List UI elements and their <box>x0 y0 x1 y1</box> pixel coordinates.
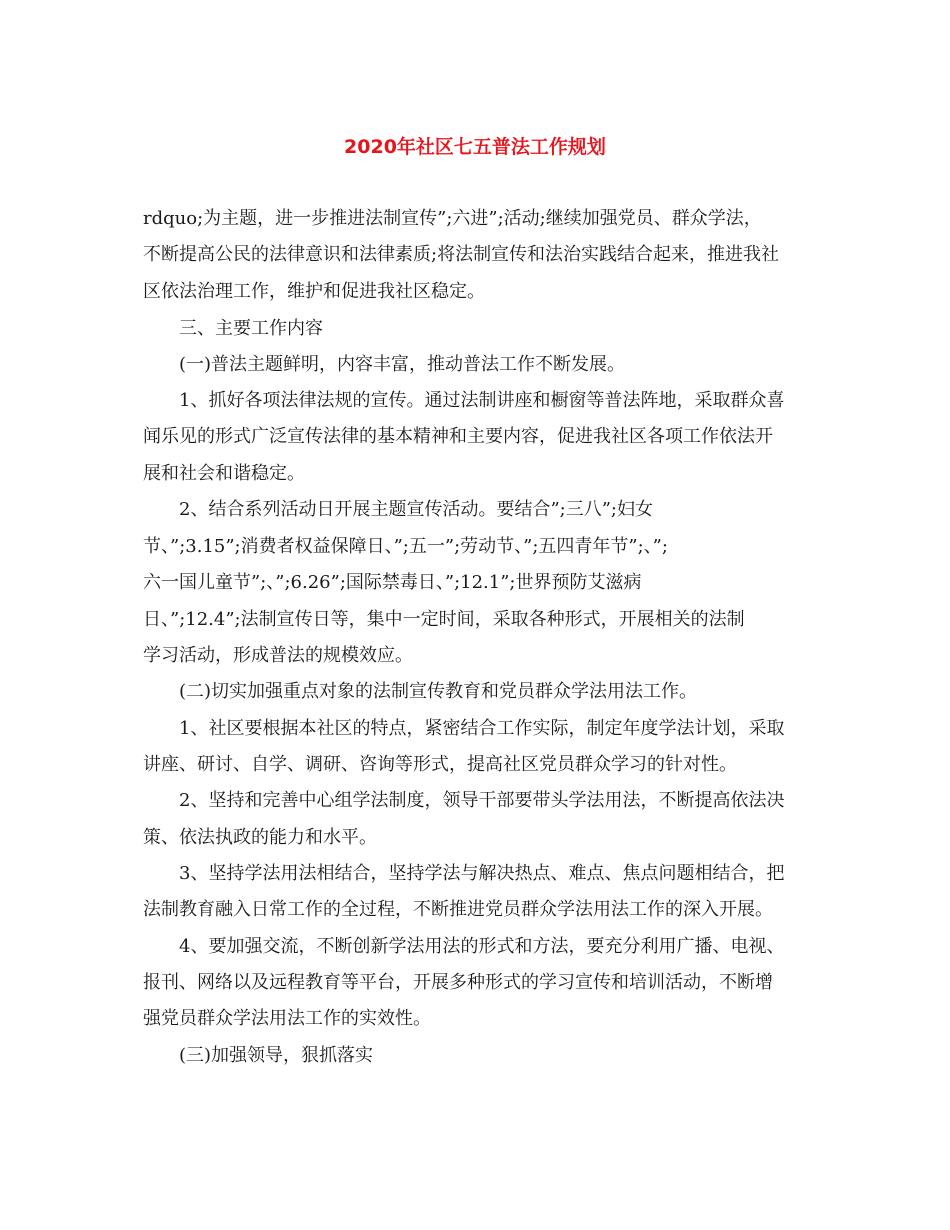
body-line: 法制教育融入日常工作的全过程，不断推进党员群众学法用法工作的深入开展。 <box>143 899 773 920</box>
body-line: rdquo;为主题，进一步推进法制宣传”;六进”;活动;继续加强党员、群众学法， <box>143 208 762 229</box>
body-line: 讲座、研讨、自学、调研、咨询等形式，提高社区党员群众学习的针对性。 <box>143 754 737 775</box>
body-line: 3、坚持学法用法相结合，坚持学法与解决热点、难点、焦点问题相结合，把 <box>179 863 785 884</box>
body-line: 展和社会和谐稳定。 <box>143 463 305 484</box>
body-line: 节、”;3.15”;消费者权益保障日、”;五一”;劳动节、”;五四青年节”;、”; <box>143 536 668 557</box>
body-line: 4、要加强交流，不断创新学法用法的形式和方法，要充分利用广播、电视、 <box>179 936 785 957</box>
body-line: 报刊、网络以及远程教育等平台，开展多种形式的学习宣传和培训活动，不断增 <box>143 972 773 993</box>
body-line: 区依法治理工作，维护和促进我社区稳定。 <box>143 281 485 302</box>
section-heading: 三、主要工作内容 <box>179 318 323 339</box>
body-line: 1、抓好各项法律法规的宣传。通过法制讲座和橱窗等普法阵地，采取群众喜 <box>179 390 785 411</box>
body-line: 六一国儿童节”;、”;6.26”;国际禁毒日、”;12.1”;世界预防艾滋病 <box>143 572 642 593</box>
body-line: 闻乐见的形式广泛宣传法律的基本精神和主要内容，促进我社区各项工作依法开 <box>143 426 773 447</box>
subsection-heading: (一)普法主题鲜明，内容丰富，推动普法工作不断发展。 <box>179 354 626 375</box>
document-title: 2020年社区七五普法工作规划 <box>344 136 606 158</box>
body-line: 强党员群众学法用法工作的实效性。 <box>143 1008 431 1029</box>
body-line: 策、依法执政的能力和水平。 <box>143 827 377 848</box>
body-line: 日、”;12.4”;法制宣传日等，集中一定时间，采取各种形式，开展相关的法制 <box>143 609 745 630</box>
body-line: 1、社区要根据本社区的特点，紧密结合工作实际，制定年度学法计划，采取 <box>179 718 785 739</box>
subsection-heading: (二)切实加强重点对象的法制宣传教育和党员群众学法用法工作。 <box>179 681 698 702</box>
body-line: 2、结合系列活动日开展主题宣传活动。要结合”;三八”;妇女 <box>179 499 653 520</box>
body-line: 学习活动，形成普法的规模效应。 <box>143 645 413 666</box>
subsection-heading: (三)加强领导，狠抓落实 <box>179 1045 374 1066</box>
body-line: 不断提高公民的法律意识和法律素质;将法制宣传和法治实践结合起来，推进我社 <box>143 244 780 265</box>
body-line: 2、坚持和完善中心组学法制度，领导干部要带头学法用法，不断提高依法决 <box>179 790 785 811</box>
